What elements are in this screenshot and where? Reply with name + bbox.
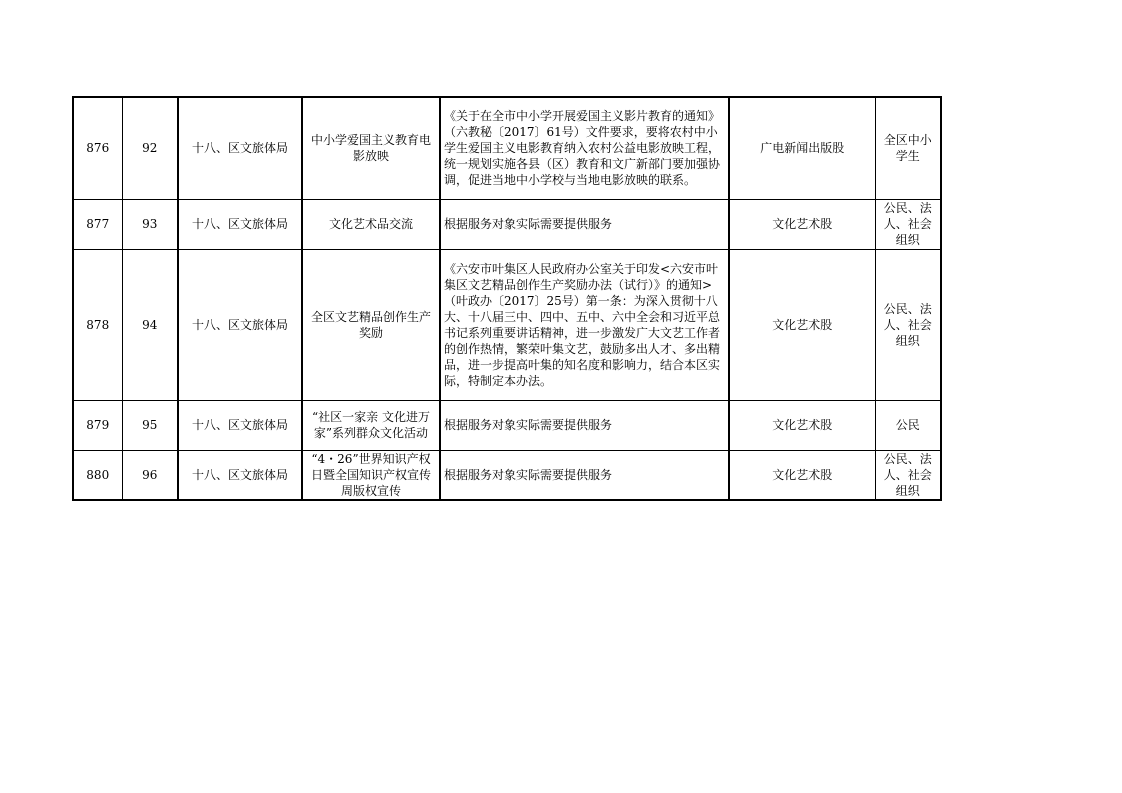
- office-cell: 广电新闻出版股: [729, 97, 875, 199]
- sub-number-cell: 94: [122, 249, 178, 400]
- table-row: [73, 97, 941, 199]
- sub-number-cell: 95: [122, 400, 178, 450]
- basis-cell: 《六安市叶集区人民政府办公室关于印发<六安市叶集区文艺精品创作生产奖励办法（试行）》的通知>（叶政办〔2017〕25号）第一条：为深入贯彻十八大、十八届三中、四中、五中、六中全会和习近平总书记系列重要讲话精神，进一步激发广大文艺工作者的创作热情，繁荣叶集文艺，鼓励多出人才、多出精品，进一步提高叶集的知名度和影响力，结合本区实际，特制定本办法。: [440, 249, 729, 400]
- sub-number-cell: 96: [122, 450, 178, 500]
- office-cell: 文化艺术股: [729, 400, 875, 450]
- service-item-cell: 全区文艺精品创作生产奖励: [302, 249, 440, 400]
- target-cell: 公民、法人、社会组织: [875, 450, 941, 500]
- sub-number-cell: 93: [122, 199, 178, 249]
- basis-cell: 根据服务对象实际需要提供服务: [440, 199, 729, 249]
- office-cell: 文化艺术股: [729, 249, 875, 400]
- department-cell: 十八、区文旅体局: [178, 249, 302, 400]
- target-cell: 全区中小学生: [875, 97, 941, 199]
- target-cell: 公民: [875, 400, 941, 450]
- service-items-table: [72, 96, 942, 501]
- table-row: [73, 199, 941, 249]
- row-number-cell: 880: [73, 450, 122, 500]
- office-cell: 文化艺术股: [729, 450, 875, 500]
- row-number-cell: 876: [73, 97, 122, 199]
- table-row: [73, 249, 941, 400]
- department-cell: 十八、区文旅体局: [178, 199, 302, 249]
- sub-number-cell: 92: [122, 97, 178, 199]
- target-cell: 公民、法人、社会组织: [875, 199, 941, 249]
- department-cell: 十八、区文旅体局: [178, 400, 302, 450]
- row-number-cell: 878: [73, 249, 122, 400]
- department-cell: 十八、区文旅体局: [178, 97, 302, 199]
- service-item-cell: 中小学爱国主义教育电影放映: [302, 97, 440, 199]
- target-cell: 公民、法人、社会组织: [875, 249, 941, 400]
- service-item-cell: 文化艺术品交流: [302, 199, 440, 249]
- row-number-cell: 877: [73, 199, 122, 249]
- department-cell: 十八、区文旅体局: [178, 450, 302, 500]
- basis-cell: 根据服务对象实际需要提供服务: [440, 450, 729, 500]
- basis-cell: 《关于在全市中小学开展爱国主义影片教育的通知》（六教秘〔2017〕61号）文件要求，要将农村中小学生爱国主义电影教育纳入农村公益电影放映工程，统一规划实施各县（区）教育和文广新部门要加强协调，促进当地中小学校与当地电影放映的联系。: [440, 97, 729, 199]
- service-item-cell: “社区一家亲 文化进万家”系列群众文化活动: [302, 400, 440, 450]
- table-row: [73, 450, 941, 500]
- basis-cell: 根据服务对象实际需要提供服务: [440, 400, 729, 450]
- row-number-cell: 879: [73, 400, 122, 450]
- service-item-cell: “4・26”世界知识产权日暨全国知识产权宣传周版权宣传: [302, 450, 440, 500]
- office-cell: 文化艺术股: [729, 199, 875, 249]
- table-row: [73, 400, 941, 450]
